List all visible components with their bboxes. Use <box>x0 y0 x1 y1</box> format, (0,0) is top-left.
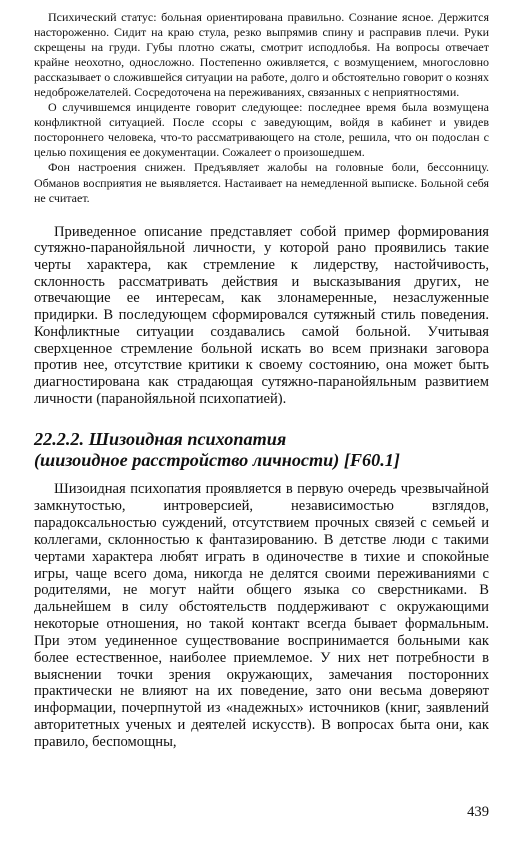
section-heading-line-2: (шизоидное расстройство личности) [F60.1] <box>34 450 400 471</box>
section-heading-line-1: 22.2.2. Шизоидная психопатия <box>34 429 287 450</box>
section-paragraph: Шизоидная психопатия проявляется в первую очередь чрезвычайной замкнутостью, интроверсией, независимостью взглядов, парадоксальностью суждений, отсутствием прочных связей с семьей и коллегами, склонностью к фантазированию. В детстве люди с такими чертами характера любят играть в одиночестве в тихие и спокойные игры, чаще всего дома, никогда не делятся своими переживаниями с родителями, не могут найти общего языка со сверстниками. В дальнейшем в силу обстоятельств поддерживают с окружающими некоторые отношения, но такой контакт всегда бывает формальным. При этом уединенное существование воспринимается больными как более естественное, наиболее приемлемое. У них нет потребности в выяснении точки зрения окружающих, замечания посторонних практически не влияют на их поведение, зато они весьма доверяют информации, почерпнутой из «надежных» источников (книг, заявлений авторитетных ученых и деятелей искусств). В вопросах быта они, как правило, беспомощны, <box>34 481 489 750</box>
analysis-paragraph: Приведенное описание представляет собой пример формирования сутяжно-паранойяльной личности, у которой рано проявились такие черты характера, как стремление к лидерству, настойчивость, склонность рассматривать действия и высказывания других, не отвечающие ее интересам, как злонамеренные, незаслуженные придирки. В последующем сформировался сутяжный стиль поведения. Конфликтные ситуации создавались самой больной. Учитывая сверхценное стремление больной искать во всем признаки заговора против нее, отсутствие критики к своему состоянию, она может быть диагностирована как страдающая сутяжно-паранойяльным развитием личности (паранойяльной психопатией). <box>34 223 489 407</box>
book-page <box>34 10 489 751</box>
page-number: 439 <box>467 804 489 820</box>
section-body <box>34 481 489 751</box>
case-paragraph-incident: О случившемся инциденте говорит следующее: последнее время была возмущена конфликтной ситуацией. После ссоры с заведующим, войдя в кабинет и увидев постороннего человека, что-то рассматривающего на столе, решила, что он подослан с целью похищения ее документации. Сожалеет о произошедшем. <box>34 100 489 160</box>
case-paragraph-mental-status: Психический статус: больная ориентирована правильно. Сознание ясное. Держится настороженно. Сидит на краю стула, резко выпрямив спину и расправив плечи. Руки скрещены на груди. Губы плотно сжаты, смотрит исподлобья. На вопросы отвечает крайне неохотно, односложно. Постепенно оживляется, с возмущением, многословно рассказывает о сложившейся ситуации на работе, долго и обстоятельно говорит о кознях недоброжелателей. Сосредоточена на переживаниях, связанных с неприятностями. <box>34 10 489 100</box>
case-description <box>34 10 489 206</box>
case-paragraph-mood: Фон настроения снижен. Предъявляет жалобы на головные боли, бессонницу. Обманов восприятия не выявляется. Настаивает на немедленной выписке. Больной себя не считает. <box>34 160 489 205</box>
analysis-block <box>34 224 489 408</box>
section-heading <box>34 429 489 471</box>
